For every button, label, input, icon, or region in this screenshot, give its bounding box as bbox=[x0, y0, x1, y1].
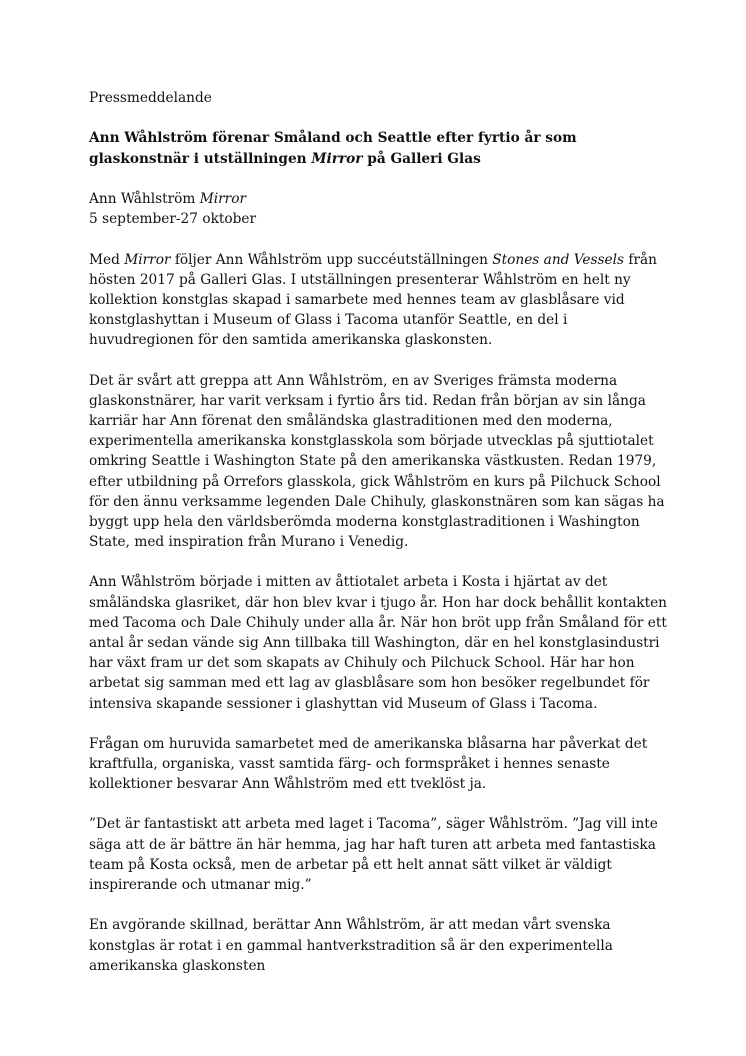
paragraph-4: Frågan om huruvida samarbetet med de amerikanska blåsarna har påverkat det kraftfulla, organiska, vasst samtida färg- och formspråket i hennes senaste kollektioner besvarar Ann Wåhlström med ett tveklöst ja. bbox=[89, 735, 648, 793]
byline bbox=[89, 189, 669, 229]
byline-artist-line bbox=[89, 189, 669, 209]
paragraph-1 bbox=[89, 250, 669, 351]
paragraph-1-title-stones-and-vessels: Stones and Vessels bbox=[492, 251, 625, 268]
paragraph-1-title-mirror: Mirror bbox=[124, 251, 171, 268]
document-label: Pressmeddelande bbox=[89, 90, 212, 106]
headline-text: Ann Wåhlström förenar Småland och Seattle efter fyrtio år som glaskonstnär i utställningen bbox=[89, 130, 577, 167]
headline-exhibition-title: Mirror bbox=[311, 150, 363, 167]
headline-venue: på Galleri Glas bbox=[362, 150, 481, 167]
headline bbox=[89, 128, 669, 169]
paragraph-1-text-e: från hösten 2017 på Galleri Glas. I utställningen presenterar Wåhlström en helt ny kollektion konstglas skapad i samarbete med hennes team av glasblåsare vid konstglashyttan i Museum of Glass i Tacoma utanför Seattle, en del i huvudregionen för den samtida amerikanska glaskonsten. bbox=[89, 251, 657, 349]
paragraph-1-text-a: Med bbox=[89, 251, 125, 268]
paragraph-1-text-c: följer Ann Wåhlström upp succéutställningen bbox=[170, 251, 493, 268]
paragraph-5-quote: ”Det är fantastiskt att arbeta med laget i Tacoma”, säger Wåhlström. ”Jag vill inte säga att de är bättre än här hemma, jag har haft turen att arbeta med fantastiska team på Kosta också, men de arbetar på ett helt annat sätt vilket är väldigt inspirerande och utmanar mig.” bbox=[89, 816, 658, 894]
paragraph-2: Det är svårt att greppa att Ann Wåhlström, en av Sveriges främsta moderna glaskonstnärer, har varit verksam i fyrtio års tid. Redan från början av sin långa karriär har Ann förenat den småländska glastraditionen med den moderna, experimentella amerikanska konstglasskola som började utvecklas på sjuttiotalet omkring Seattle i Washington State på den amerikanska västkusten. Redan 1979, efter utbildning på Orrefors glasskola, gick Wåhlström en kurs på Pilchuck School för den ännu verksamme legenden Dale Chihuly, glaskonstnären som kan sägas ha byggt upp hela den världsberömda moderna konstglastraditionen i Washington State, med inspiration från Murano i Venedig. bbox=[89, 372, 665, 551]
byline-exhibition-title: Mirror bbox=[199, 191, 247, 208]
paragraph-3: Ann Wåhlström började i mitten av åttiotalet arbeta i Kosta i hjärtat av det småländska glasriket, där hon blev kvar i tjugo år. Hon har dock behållit kontakten med Tacoma och Dale Chihuly under alla år. När hon bröt upp från Småland för ett antal år sedan vände sig Ann tillbaka till Washington, där en hel konstglasindustri har växt fram ur det som skapats av Chihuly och Pilchuck School. Här har hon arbetat sig samman med ett lag av glasblåsare som hon besöker regelbundet för intensiva skapande sessioner i glashyttan vid Museum of Glass i Tacoma. bbox=[89, 574, 668, 712]
press-release-page bbox=[89, 88, 669, 976]
paragraph-6: En avgörande skillnad, berättar Ann Wåhlström, är att medan vårt svenska konstglas är rotat i en gammal hantverkstradition så är den experimentella amerikanska glaskonsten bbox=[89, 917, 613, 974]
byline-artist: Ann Wåhlström bbox=[89, 191, 200, 208]
byline-dates: 5 september-27 oktober bbox=[89, 211, 257, 228]
